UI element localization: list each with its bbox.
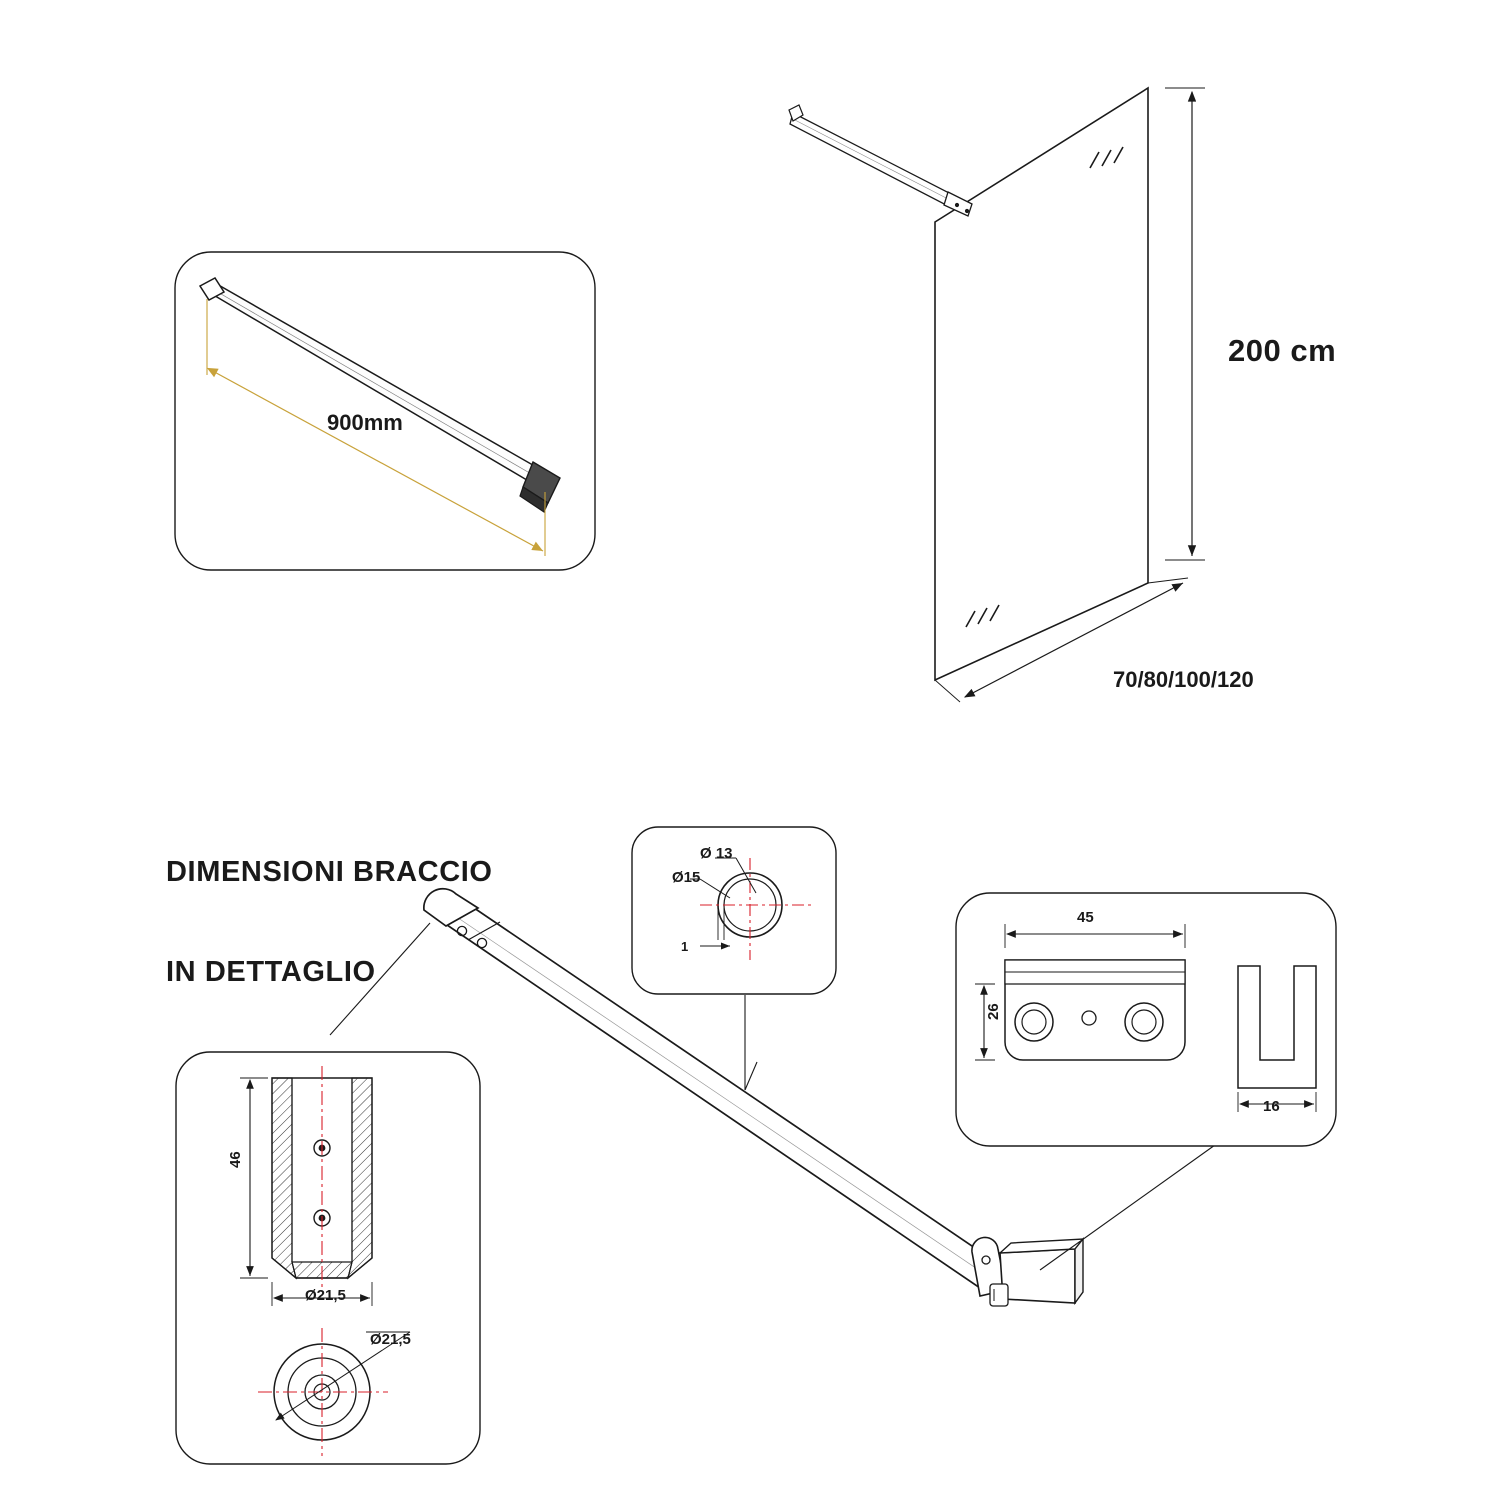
panel-height-label: 200 cm	[1228, 333, 1337, 368]
section-title	[166, 789, 493, 1056]
tube-section-detail	[632, 827, 836, 994]
dimension-bracket-slot: 16	[1263, 1098, 1280, 1115]
dimension-socket-depth: 46	[227, 1151, 244, 1168]
dimension-tube-outer: Ø 13	[700, 845, 733, 862]
dimension-bracket-width: 45	[1077, 909, 1094, 926]
dimension-wall-thickness: 1	[681, 939, 689, 954]
glass-panel-view	[789, 88, 1205, 702]
dimension-socket-diameter-section: Ø21,5	[305, 1287, 346, 1304]
panel-width-label: 70/80/100/120	[1113, 667, 1254, 692]
dimension-socket-diameter-front: Ø21,5	[370, 1331, 411, 1348]
section-title-line-2: IN DETTAGLIO	[166, 955, 376, 988]
dimension-bracket-height: 26	[985, 1003, 1002, 1020]
bar-length-label: 900mm	[327, 410, 403, 435]
dimension-tube-inner: Ø15	[672, 869, 701, 886]
socket-detail-box	[176, 1052, 480, 1464]
section-title-line-1: DIMENSIONI BRACCIO	[166, 855, 493, 888]
